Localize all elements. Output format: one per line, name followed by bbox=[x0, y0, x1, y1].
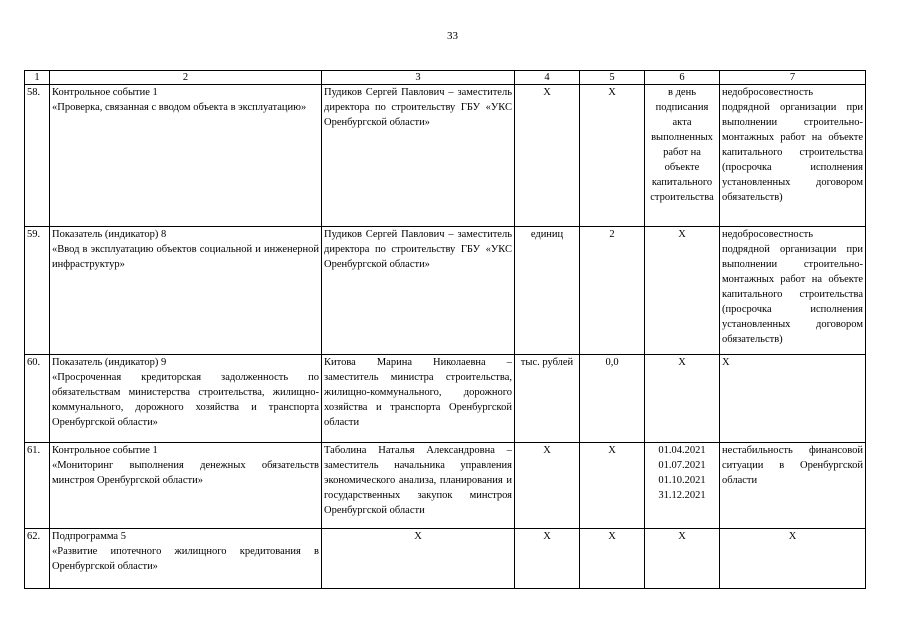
column-header: 4 bbox=[515, 71, 580, 85]
responsible-cell: X bbox=[322, 529, 515, 589]
table-row bbox=[25, 85, 866, 227]
page-number: 33 bbox=[447, 30, 458, 42]
item-cell bbox=[50, 355, 322, 443]
responsible-cell: Пудиков Сергей Павлович – заместитель директора по строительству ГБУ «УКС Оренбургской области» bbox=[322, 227, 515, 355]
responsible-cell: Таболина Наталья Александровна – заместитель начальника управления экономического анализа, планирования и государственных закупок минстроя Оренбургской области bbox=[322, 443, 515, 529]
unit-cell: X bbox=[515, 529, 580, 589]
row-number: 59. bbox=[25, 227, 50, 355]
table-row bbox=[25, 227, 866, 355]
column-header: 2 bbox=[50, 71, 322, 85]
unit-cell: тыс. рублей bbox=[515, 355, 580, 443]
table-row bbox=[25, 355, 866, 443]
value-cell: X bbox=[580, 443, 645, 529]
value-cell: X bbox=[580, 529, 645, 589]
column-header: 5 bbox=[580, 71, 645, 85]
plan-table bbox=[24, 70, 866, 589]
table-row bbox=[25, 443, 866, 529]
item-title: Подпрограмма 5 bbox=[52, 531, 126, 542]
item-title: Показатель (индикатор) 8 bbox=[52, 229, 167, 240]
row-number: 61. bbox=[25, 443, 50, 529]
responsible-cell: Китова Марина Николаевна – заместитель министра строительства, жилищно-коммунального, дорожного хозяйства и транспорта Оренбургской области bbox=[322, 355, 515, 443]
column-header: 7 bbox=[720, 71, 866, 85]
table-row bbox=[25, 529, 866, 589]
item-description: «Мониторинг выполнения денежных обязательств минстроя Оренбургской области» bbox=[52, 460, 319, 486]
unit-cell: единиц bbox=[515, 227, 580, 355]
unit-cell: X bbox=[515, 85, 580, 227]
item-cell bbox=[50, 227, 322, 355]
date-cell: 01.04.2021 01.07.2021 01.10.2021 31.12.2021 bbox=[645, 443, 720, 529]
item-description: «Проверка, связанная с вводом объекта в эксплуатацию» bbox=[52, 102, 307, 113]
column-number-header bbox=[25, 71, 866, 85]
date-cell: X bbox=[645, 529, 720, 589]
item-title: Контрольное событие 1 bbox=[52, 87, 158, 98]
date-cell: X bbox=[645, 355, 720, 443]
column-header: 6 bbox=[645, 71, 720, 85]
item-description: «Развитие ипотечного жилищного кредитования в Оренбургской области» bbox=[52, 546, 319, 572]
row-number: 62. bbox=[25, 529, 50, 589]
column-header: 1 bbox=[25, 71, 50, 85]
row-number: 60. bbox=[25, 355, 50, 443]
responsible-cell: Пудиков Сергей Павлович – заместитель директора по строительству ГБУ «УКС Оренбургской области» bbox=[322, 85, 515, 227]
item-title: Контрольное событие 1 bbox=[52, 445, 158, 456]
row-number: 58. bbox=[25, 85, 50, 227]
risk-cell: недобросовестность подрядной организации при выполнении строительно-монтажных работ на объекте капитального строительства (просрочка исполнения установленных договором обязательств) bbox=[720, 227, 866, 355]
risk-cell: нестабильность финансовой ситуации в Оренбургской области bbox=[720, 443, 866, 529]
date-cell: в день подписания акта выполненных работ на объекте капитального строительства bbox=[645, 85, 720, 227]
item-cell bbox=[50, 443, 322, 529]
risk-cell: X bbox=[720, 529, 866, 589]
item-cell bbox=[50, 529, 322, 589]
risk-cell: X bbox=[720, 355, 866, 443]
date-cell: X bbox=[645, 227, 720, 355]
value-cell: 0,0 bbox=[580, 355, 645, 443]
value-cell: 2 bbox=[580, 227, 645, 355]
item-description: «Ввод в эксплуатацию объектов социальной и инженерной инфраструктур» bbox=[52, 244, 319, 270]
column-header: 3 bbox=[322, 71, 515, 85]
item-cell bbox=[50, 85, 322, 227]
value-cell: X bbox=[580, 85, 645, 227]
item-description: «Просроченная кредиторская задолженность по обязательствам министерства строительства, жилищно-коммунального, дорожного хозяйства и транспорта Оренбургской области» bbox=[52, 372, 319, 428]
item-title: Показатель (индикатор) 9 bbox=[52, 357, 167, 368]
unit-cell: X bbox=[515, 443, 580, 529]
risk-cell: недобросовестность подрядной организации при выполнении строительно-монтажных работ на объекте капитального строительства (просрочка исполнения установленных договором обязательств) bbox=[720, 85, 866, 227]
